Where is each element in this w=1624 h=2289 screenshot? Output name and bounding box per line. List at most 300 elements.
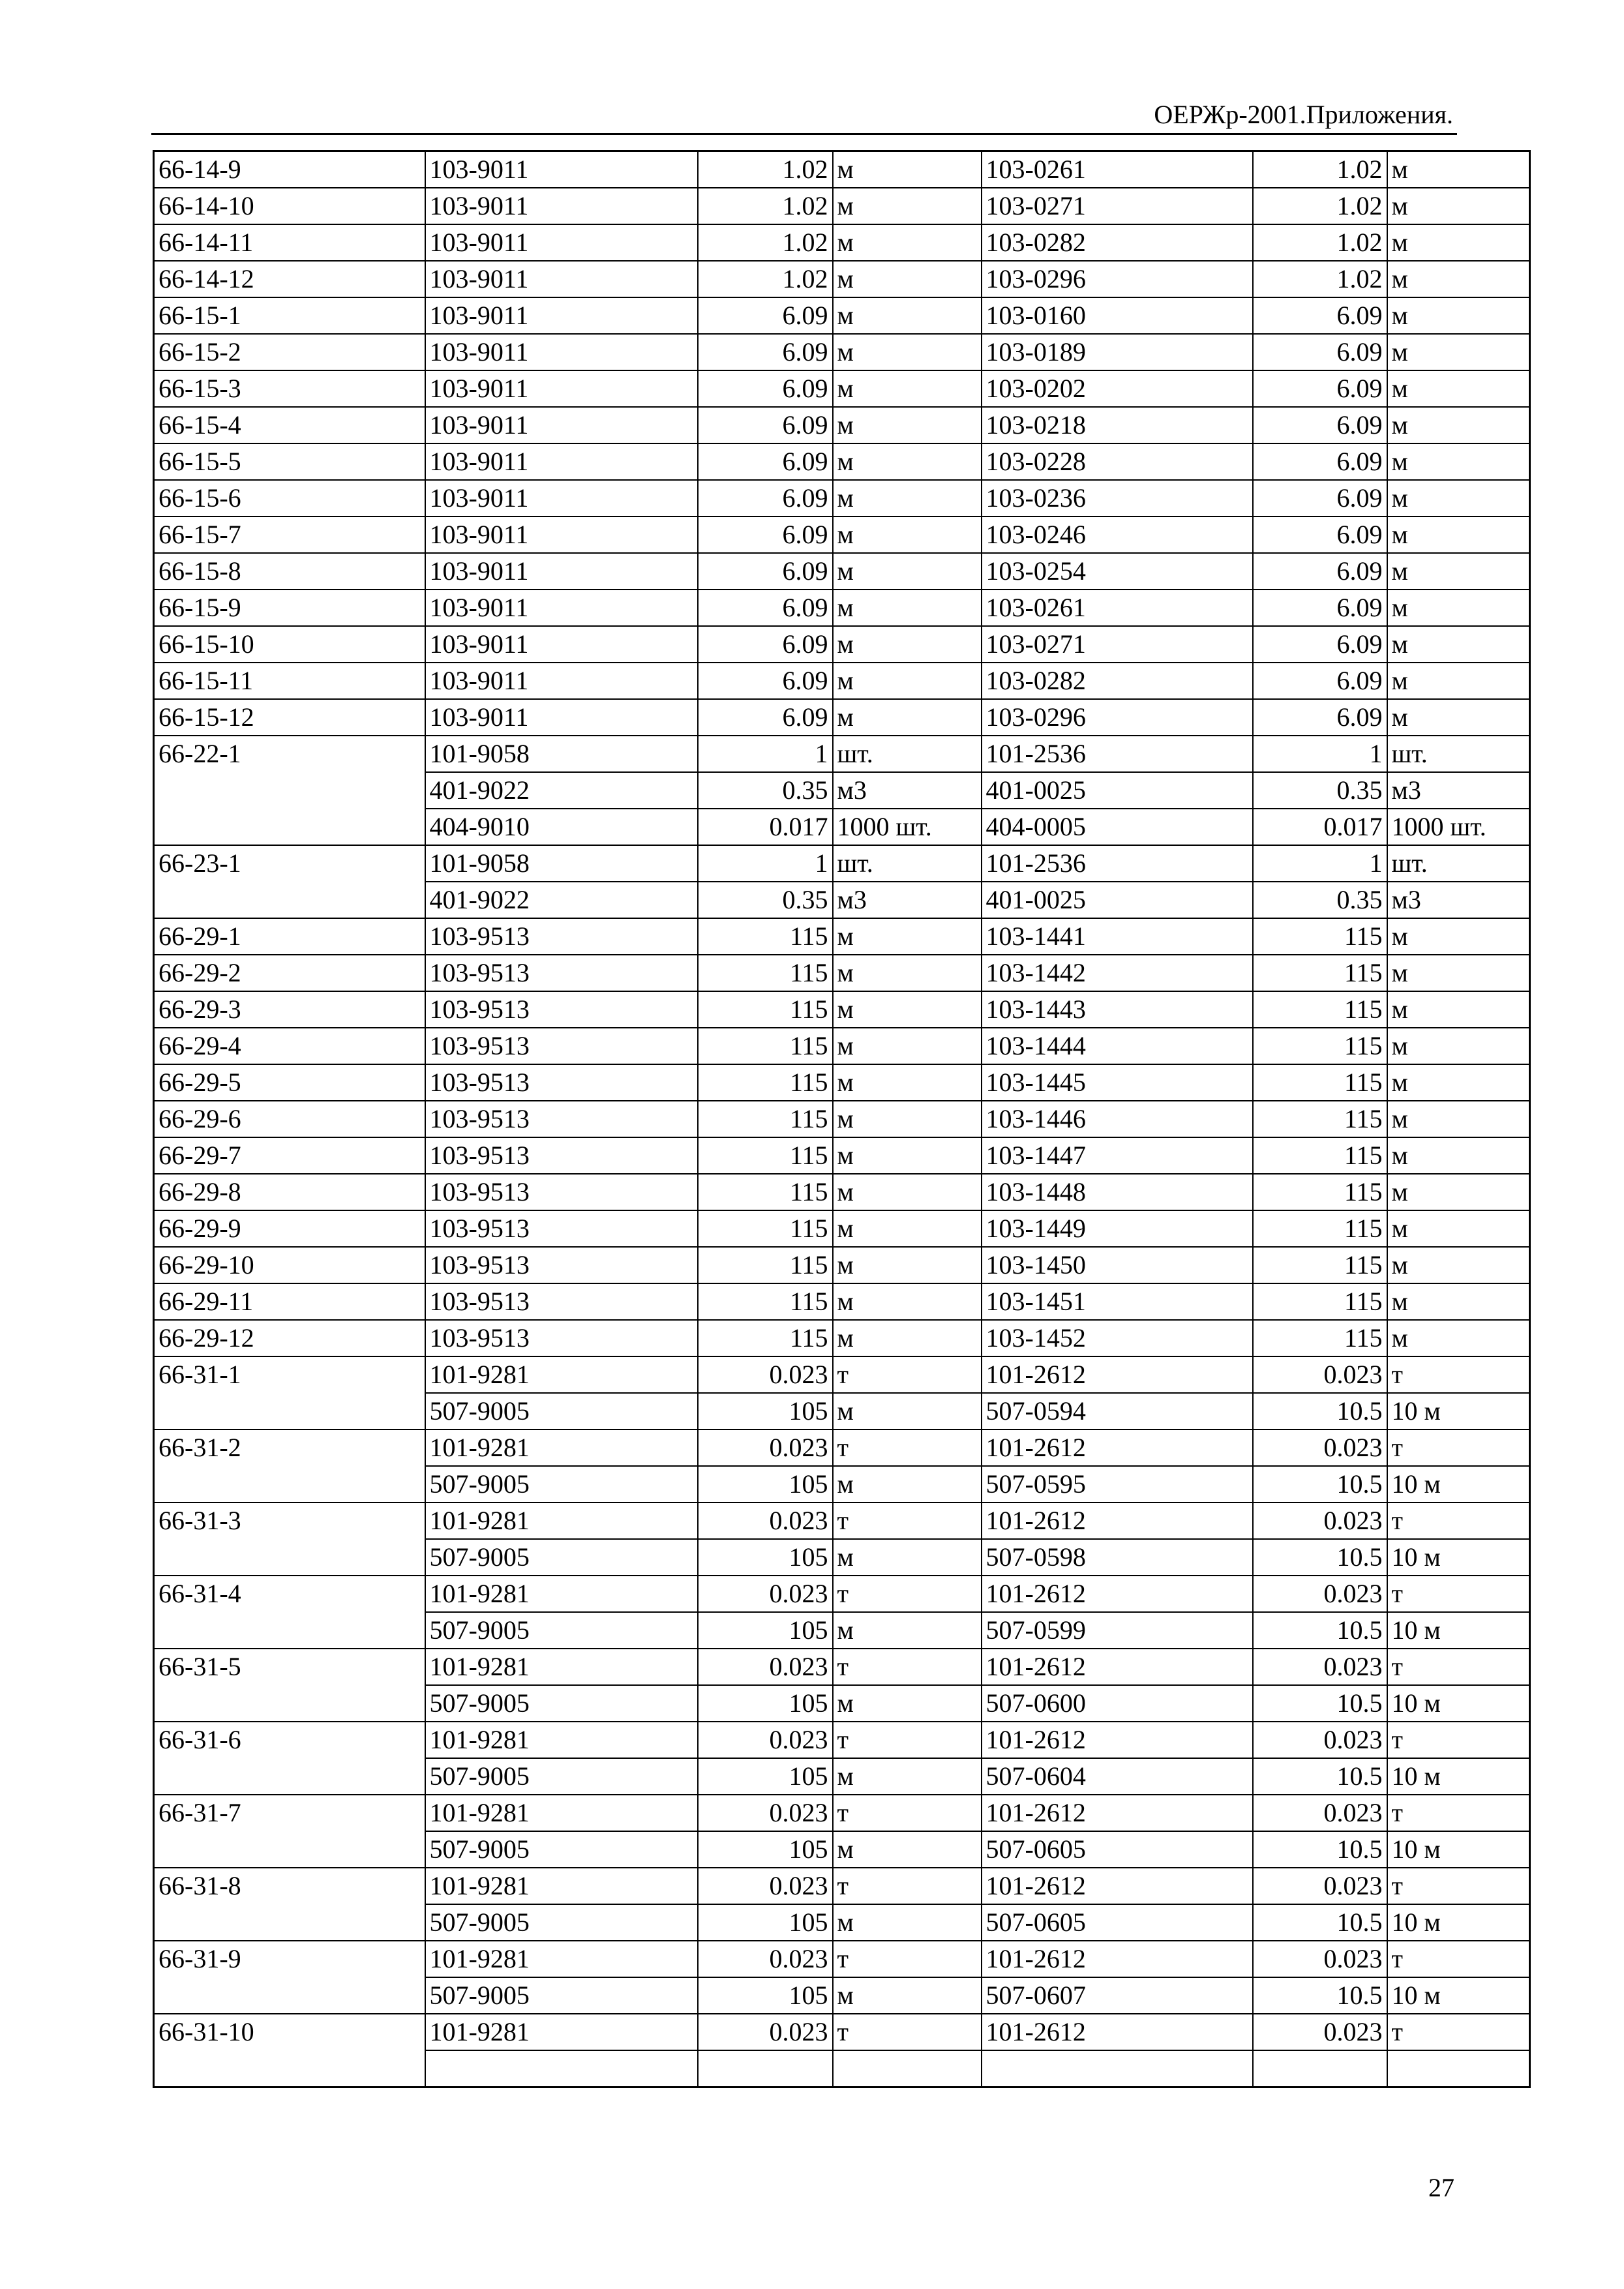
cell-rate-code	[154, 1758, 425, 1795]
cell-new-quantity: 10.5	[1253, 1539, 1387, 1576]
cell-old-unit: м	[833, 224, 982, 261]
cell-new-quantity: 10.5	[1253, 1612, 1387, 1649]
cell-old-unit: т	[833, 1722, 982, 1758]
cell-old-resource-code: 103-9513	[425, 1247, 698, 1283]
table-row	[154, 1137, 1530, 1174]
cell-new-resource-code: 103-1443	[982, 991, 1253, 1028]
cell-old-unit: м	[833, 1904, 982, 1941]
cell-old-resource-code: 103-9011	[425, 224, 698, 261]
cell-new-unit: м	[1387, 297, 1530, 334]
cell-old-resource-code: 103-9513	[425, 1137, 698, 1174]
cell-old-quantity: 6.09	[698, 370, 833, 407]
cell-old-quantity: 105	[698, 1904, 833, 1941]
cell-rate-code: 66-29-6	[154, 1101, 425, 1137]
cell-new-quantity: 115	[1253, 1320, 1387, 1356]
cell-rate-code: 66-15-1	[154, 297, 425, 334]
cell-rate-code: 66-15-10	[154, 626, 425, 663]
cell-rate-code: 66-14-10	[154, 188, 425, 224]
cell-rate-code: 66-31-9	[154, 1941, 425, 1977]
cell-old-quantity: 105	[698, 1977, 833, 2014]
table-row	[154, 407, 1530, 443]
table-row	[154, 1868, 1530, 1904]
cell-new-quantity: 10.5	[1253, 1758, 1387, 1795]
cell-old-unit: т	[833, 2014, 982, 2050]
cell-old-quantity: 0.023	[698, 1503, 833, 1539]
cell-new-quantity: 0.023	[1253, 1722, 1387, 1758]
cell-new-quantity: 10.5	[1253, 1977, 1387, 2014]
cell-old-quantity: 6.09	[698, 626, 833, 663]
cell-old-unit: м	[833, 1612, 982, 1649]
table-row	[154, 553, 1530, 590]
cell-old-resource-code: 103-9011	[425, 443, 698, 480]
cell-rate-code: 66-31-2	[154, 1429, 425, 1466]
table-row	[154, 1831, 1530, 1868]
cell-old-unit: м	[833, 626, 982, 663]
cell-old-resource-code: 101-9281	[425, 1429, 698, 1466]
cell-new-resource-code: 507-0595	[982, 1466, 1253, 1503]
table-row	[154, 1685, 1530, 1722]
cell-old-quantity: 6.09	[698, 699, 833, 736]
cell-new-unit: 10 м	[1387, 1758, 1530, 1795]
table-row	[154, 1356, 1530, 1393]
cell-new-resource-code: 101-2612	[982, 1503, 1253, 1539]
cell-new-resource-code: 103-1444	[982, 1028, 1253, 1064]
cell-new-unit: 10 м	[1387, 1612, 1530, 1649]
cell-old-quantity: 0.023	[698, 2014, 833, 2050]
cell-new-quantity: 6.09	[1253, 663, 1387, 699]
cell-old-unit: м	[833, 1174, 982, 1210]
cell-old-resource-code	[425, 2050, 698, 2087]
cell-new-quantity: 0.023	[1253, 1503, 1387, 1539]
cell-new-unit: м	[1387, 224, 1530, 261]
table-row	[154, 1612, 1530, 1649]
cell-old-unit: т	[833, 1356, 982, 1393]
cell-rate-code	[154, 882, 425, 918]
cell-new-quantity: 115	[1253, 918, 1387, 955]
table-row	[154, 809, 1530, 845]
cell-old-resource-code: 103-9513	[425, 1210, 698, 1247]
cell-rate-code: 66-29-5	[154, 1064, 425, 1101]
table-row	[154, 736, 1530, 772]
cell-old-resource-code: 401-9022	[425, 882, 698, 918]
cell-old-unit: м	[833, 443, 982, 480]
cell-new-resource-code: 103-1445	[982, 1064, 1253, 1101]
cell-old-resource-code: 103-9011	[425, 553, 698, 590]
cell-old-unit: м	[833, 1064, 982, 1101]
cell-old-quantity: 6.09	[698, 443, 833, 480]
cell-rate-code: 66-31-8	[154, 1868, 425, 1904]
cell-old-quantity: 0.023	[698, 1941, 833, 1977]
cell-old-resource-code: 101-9281	[425, 1868, 698, 1904]
table-row	[154, 1758, 1530, 1795]
cell-rate-code	[154, 1393, 425, 1429]
cell-old-unit: м	[833, 699, 982, 736]
cell-old-quantity: 115	[698, 1320, 833, 1356]
cell-new-unit: м	[1387, 663, 1530, 699]
cell-old-resource-code: 507-9005	[425, 1612, 698, 1649]
cell-old-quantity: 115	[698, 1101, 833, 1137]
cell-old-quantity: 1.02	[698, 151, 833, 188]
cell-new-unit: м	[1387, 1320, 1530, 1356]
cell-old-resource-code: 103-9011	[425, 261, 698, 297]
cell-new-quantity: 0.35	[1253, 882, 1387, 918]
cell-rate-code	[154, 1466, 425, 1503]
document-title: ОЕРЖр-2001.Приложения.	[1154, 100, 1453, 129]
cell-new-unit: 10 м	[1387, 1539, 1530, 1576]
cell-old-quantity: 105	[698, 1539, 833, 1576]
cell-new-unit: т	[1387, 1941, 1530, 1977]
cell-rate-code: 66-29-4	[154, 1028, 425, 1064]
cell-rate-code: 66-31-1	[154, 1356, 425, 1393]
cell-new-unit: м	[1387, 188, 1530, 224]
cell-new-unit: м	[1387, 1028, 1530, 1064]
cell-new-quantity: 0.023	[1253, 1576, 1387, 1612]
cell-new-quantity: 115	[1253, 1174, 1387, 1210]
cell-new-unit: м	[1387, 334, 1530, 370]
cell-old-unit: 1000 шт.	[833, 809, 982, 845]
cell-old-resource-code: 507-9005	[425, 1539, 698, 1576]
cell-old-resource-code: 103-9513	[425, 1320, 698, 1356]
cell-old-resource-code: 103-9011	[425, 297, 698, 334]
cell-rate-code: 66-15-5	[154, 443, 425, 480]
cell-old-resource-code: 103-9513	[425, 1064, 698, 1101]
table-row	[154, 1028, 1530, 1064]
cell-new-resource-code: 101-2612	[982, 1868, 1253, 1904]
cell-new-resource-code: 101-2612	[982, 1576, 1253, 1612]
cell-old-resource-code: 103-9011	[425, 663, 698, 699]
cell-new-resource-code: 103-1441	[982, 918, 1253, 955]
cell-new-resource-code: 103-0160	[982, 297, 1253, 334]
cell-rate-code	[154, 1977, 425, 2014]
cell-new-unit: т	[1387, 2014, 1530, 2050]
cell-old-resource-code: 101-9281	[425, 2014, 698, 2050]
cell-new-unit: м	[1387, 261, 1530, 297]
page-number: 27	[1428, 2173, 1454, 2202]
cell-new-unit: т	[1387, 1722, 1530, 1758]
cell-old-quantity: 1.02	[698, 224, 833, 261]
cell-old-resource-code: 103-9513	[425, 1174, 698, 1210]
cell-new-quantity: 6.09	[1253, 553, 1387, 590]
cell-old-unit: м	[833, 1685, 982, 1722]
cell-new-quantity: 10.5	[1253, 1831, 1387, 1868]
cell-old-resource-code: 103-9513	[425, 1101, 698, 1137]
cell-rate-code: 66-15-6	[154, 480, 425, 516]
cell-old-quantity: 115	[698, 1064, 833, 1101]
cell-old-quantity: 6.09	[698, 516, 833, 553]
cell-old-resource-code: 507-9005	[425, 1685, 698, 1722]
table-row	[154, 370, 1530, 407]
cell-rate-code: 66-22-1	[154, 736, 425, 772]
cell-rate-code	[154, 1685, 425, 1722]
cell-old-resource-code: 507-9005	[425, 1758, 698, 1795]
cell-new-quantity: 10.5	[1253, 1393, 1387, 1429]
cell-old-resource-code: 103-9513	[425, 991, 698, 1028]
table-row	[154, 1429, 1530, 1466]
table-row	[154, 1503, 1530, 1539]
cell-rate-code: 66-31-6	[154, 1722, 425, 1758]
cell-old-unit: м	[833, 1758, 982, 1795]
cell-old-resource-code: 103-9513	[425, 1028, 698, 1064]
cell-new-quantity: 1	[1253, 736, 1387, 772]
cell-rate-code: 66-29-10	[154, 1247, 425, 1283]
cell-new-unit: м	[1387, 151, 1530, 188]
cell-new-quantity: 115	[1253, 1247, 1387, 1283]
cell-old-unit	[833, 2050, 982, 2087]
cell-rate-code: 66-14-11	[154, 224, 425, 261]
table-row	[154, 188, 1530, 224]
cell-old-quantity: 115	[698, 1210, 833, 1247]
cell-old-resource-code: 103-9513	[425, 918, 698, 955]
cell-old-quantity: 115	[698, 918, 833, 955]
table-row	[154, 1795, 1530, 1831]
table-row	[154, 297, 1530, 334]
cell-old-quantity: 115	[698, 955, 833, 991]
cell-old-quantity: 6.09	[698, 407, 833, 443]
cell-new-resource-code: 507-0607	[982, 1977, 1253, 2014]
cell-new-resource-code: 401-0025	[982, 772, 1253, 809]
cell-old-resource-code: 103-9011	[425, 626, 698, 663]
table-row	[154, 1210, 1530, 1247]
cell-new-quantity: 115	[1253, 955, 1387, 991]
table-row	[154, 1064, 1530, 1101]
table-row	[154, 955, 1530, 991]
cell-new-quantity: 6.09	[1253, 626, 1387, 663]
cell-old-resource-code: 103-9011	[425, 516, 698, 553]
cell-old-resource-code: 101-9281	[425, 1576, 698, 1612]
cell-old-quantity: 0.023	[698, 1868, 833, 1904]
resource-mapping-table	[153, 150, 1531, 2088]
cell-old-unit: м	[833, 297, 982, 334]
cell-old-quantity: 6.09	[698, 480, 833, 516]
table-row	[154, 443, 1530, 480]
cell-rate-code: 66-15-12	[154, 699, 425, 736]
cell-new-unit: м	[1387, 991, 1530, 1028]
page-header	[151, 97, 1457, 135]
cell-new-unit: м	[1387, 407, 1530, 443]
cell-new-quantity: 0.023	[1253, 1649, 1387, 1685]
cell-rate-code: 66-23-1	[154, 845, 425, 882]
cell-new-resource-code: 103-0282	[982, 663, 1253, 699]
cell-new-quantity: 0.023	[1253, 1356, 1387, 1393]
cell-old-quantity: 0.35	[698, 772, 833, 809]
cell-new-resource-code: 103-1448	[982, 1174, 1253, 1210]
table-row	[154, 590, 1530, 626]
cell-old-quantity: 115	[698, 1247, 833, 1283]
cell-old-unit: т	[833, 1429, 982, 1466]
cell-new-quantity: 1.02	[1253, 188, 1387, 224]
cell-old-quantity: 0.017	[698, 809, 833, 845]
cell-old-resource-code: 507-9005	[425, 1977, 698, 2014]
cell-old-unit: м	[833, 1466, 982, 1503]
cell-old-quantity: 105	[698, 1393, 833, 1429]
cell-rate-code: 66-14-9	[154, 151, 425, 188]
cell-old-quantity: 1	[698, 845, 833, 882]
cell-new-resource-code: 404-0005	[982, 809, 1253, 845]
cell-new-quantity: 115	[1253, 1064, 1387, 1101]
cell-new-resource-code: 101-2536	[982, 736, 1253, 772]
cell-new-quantity: 0.017	[1253, 809, 1387, 845]
cell-new-quantity: 6.09	[1253, 407, 1387, 443]
cell-new-quantity: 1.02	[1253, 224, 1387, 261]
cell-old-quantity: 0.35	[698, 882, 833, 918]
cell-rate-code: 66-15-11	[154, 663, 425, 699]
table-row	[154, 1576, 1530, 1612]
cell-new-quantity: 0.35	[1253, 772, 1387, 809]
cell-old-quantity: 115	[698, 1137, 833, 1174]
cell-old-quantity: 105	[698, 1685, 833, 1722]
cell-new-resource-code: 103-0261	[982, 590, 1253, 626]
cell-new-unit: м	[1387, 590, 1530, 626]
cell-rate-code	[154, 772, 425, 809]
cell-old-unit: м	[833, 1210, 982, 1247]
table-row	[154, 699, 1530, 736]
cell-new-resource-code: 103-1447	[982, 1137, 1253, 1174]
cell-old-resource-code: 101-9281	[425, 1356, 698, 1393]
cell-old-unit: м	[833, 1101, 982, 1137]
table-row	[154, 991, 1530, 1028]
cell-old-unit: м	[833, 553, 982, 590]
cell-new-quantity: 115	[1253, 1210, 1387, 1247]
table-row	[154, 224, 1530, 261]
cell-old-unit: м	[833, 1539, 982, 1576]
cell-old-resource-code: 103-9011	[425, 151, 698, 188]
cell-rate-code: 66-29-7	[154, 1137, 425, 1174]
table-row	[154, 1466, 1530, 1503]
cell-new-unit: м	[1387, 918, 1530, 955]
cell-new-resource-code: 103-0202	[982, 370, 1253, 407]
table-row	[154, 626, 1530, 663]
cell-rate-code: 66-29-3	[154, 991, 425, 1028]
cell-old-unit: т	[833, 1795, 982, 1831]
cell-old-unit: т	[833, 1868, 982, 1904]
cell-new-quantity: 0.023	[1253, 1868, 1387, 1904]
cell-new-unit: шт.	[1387, 845, 1530, 882]
table-row	[154, 2014, 1530, 2050]
cell-new-quantity: 115	[1253, 1283, 1387, 1320]
cell-old-unit: т	[833, 1649, 982, 1685]
cell-new-unit: м	[1387, 443, 1530, 480]
table-row	[154, 261, 1530, 297]
cell-new-unit: м	[1387, 1137, 1530, 1174]
cell-new-unit: т	[1387, 1576, 1530, 1612]
cell-new-resource-code: 507-0605	[982, 1904, 1253, 1941]
cell-old-unit: м3	[833, 882, 982, 918]
cell-rate-code: 66-15-3	[154, 370, 425, 407]
cell-old-unit: м	[833, 1977, 982, 2014]
cell-new-unit: м	[1387, 1101, 1530, 1137]
table-row	[154, 918, 1530, 955]
table-row	[154, 1941, 1530, 1977]
cell-old-resource-code: 404-9010	[425, 809, 698, 845]
cell-old-quantity: 6.09	[698, 334, 833, 370]
cell-old-quantity: 105	[698, 1612, 833, 1649]
cell-new-unit: м	[1387, 1283, 1530, 1320]
cell-old-unit: м	[833, 1137, 982, 1174]
cell-new-quantity: 10.5	[1253, 1904, 1387, 1941]
cell-new-resource-code: 103-1450	[982, 1247, 1253, 1283]
cell-new-quantity: 0.023	[1253, 1941, 1387, 1977]
cell-old-resource-code: 101-9281	[425, 1941, 698, 1977]
cell-new-resource-code: 103-0228	[982, 443, 1253, 480]
cell-rate-code: 66-31-3	[154, 1503, 425, 1539]
cell-old-unit: т	[833, 1503, 982, 1539]
table-row	[154, 1904, 1530, 1941]
cell-old-resource-code: 101-9281	[425, 1722, 698, 1758]
cell-new-resource-code: 103-0246	[982, 516, 1253, 553]
table-row	[154, 1320, 1530, 1356]
cell-old-unit: м	[833, 1028, 982, 1064]
table-row	[154, 1174, 1530, 1210]
cell-new-unit: м	[1387, 480, 1530, 516]
cell-new-resource-code: 101-2612	[982, 1722, 1253, 1758]
cell-new-unit: 10 м	[1387, 1831, 1530, 1868]
cell-old-quantity: 115	[698, 1028, 833, 1064]
cell-old-quantity: 6.09	[698, 553, 833, 590]
cell-new-resource-code: 103-0271	[982, 188, 1253, 224]
cell-new-resource-code: 401-0025	[982, 882, 1253, 918]
cell-old-unit: м	[833, 663, 982, 699]
cell-rate-code	[154, 1904, 425, 1941]
cell-old-resource-code: 103-9011	[425, 480, 698, 516]
cell-new-unit: т	[1387, 1795, 1530, 1831]
cell-new-quantity: 6.09	[1253, 516, 1387, 553]
table-row	[154, 1283, 1530, 1320]
cell-old-quantity: 6.09	[698, 297, 833, 334]
cell-rate-code: 66-29-11	[154, 1283, 425, 1320]
cell-new-resource-code: 101-2612	[982, 1649, 1253, 1685]
cell-new-resource-code: 103-0296	[982, 699, 1253, 736]
cell-old-resource-code: 101-9281	[425, 1795, 698, 1831]
cell-new-resource-code: 103-0296	[982, 261, 1253, 297]
cell-new-unit: шт.	[1387, 736, 1530, 772]
cell-old-quantity: 1.02	[698, 188, 833, 224]
cell-old-resource-code: 101-9281	[425, 1649, 698, 1685]
cell-new-quantity: 6.09	[1253, 297, 1387, 334]
cell-rate-code	[154, 1539, 425, 1576]
cell-rate-code: 66-29-9	[154, 1210, 425, 1247]
cell-old-resource-code: 507-9005	[425, 1466, 698, 1503]
table-row	[154, 882, 1530, 918]
cell-rate-code: 66-31-10	[154, 2014, 425, 2050]
cell-new-resource-code: 103-1451	[982, 1283, 1253, 1320]
cell-old-resource-code: 103-9011	[425, 188, 698, 224]
cell-new-unit: т	[1387, 1503, 1530, 1539]
cell-new-unit: т	[1387, 1429, 1530, 1466]
cell-new-resource-code: 103-1452	[982, 1320, 1253, 1356]
cell-new-unit: т	[1387, 1649, 1530, 1685]
cell-rate-code: 66-15-7	[154, 516, 425, 553]
cell-new-resource-code: 507-0598	[982, 1539, 1253, 1576]
cell-old-unit: т	[833, 1576, 982, 1612]
cell-old-resource-code: 103-9011	[425, 407, 698, 443]
cell-new-resource-code: 103-1446	[982, 1101, 1253, 1137]
cell-old-resource-code: 101-9058	[425, 845, 698, 882]
cell-old-resource-code: 103-9011	[425, 370, 698, 407]
cell-old-unit: м	[833, 370, 982, 407]
cell-old-quantity: 0.023	[698, 1576, 833, 1612]
cell-new-resource-code	[982, 2050, 1253, 2087]
cell-rate-code: 66-31-4	[154, 1576, 425, 1612]
cell-new-resource-code: 101-2612	[982, 1941, 1253, 1977]
cell-rate-code: 66-29-8	[154, 1174, 425, 1210]
cell-rate-code: 66-31-7	[154, 1795, 425, 1831]
cell-old-unit: м	[833, 407, 982, 443]
cell-new-resource-code: 101-2612	[982, 1795, 1253, 1831]
cell-old-quantity: 115	[698, 1283, 833, 1320]
cell-new-resource-code: 507-0594	[982, 1393, 1253, 1429]
cell-new-resource-code: 101-2536	[982, 845, 1253, 882]
cell-new-unit: 10 м	[1387, 1685, 1530, 1722]
